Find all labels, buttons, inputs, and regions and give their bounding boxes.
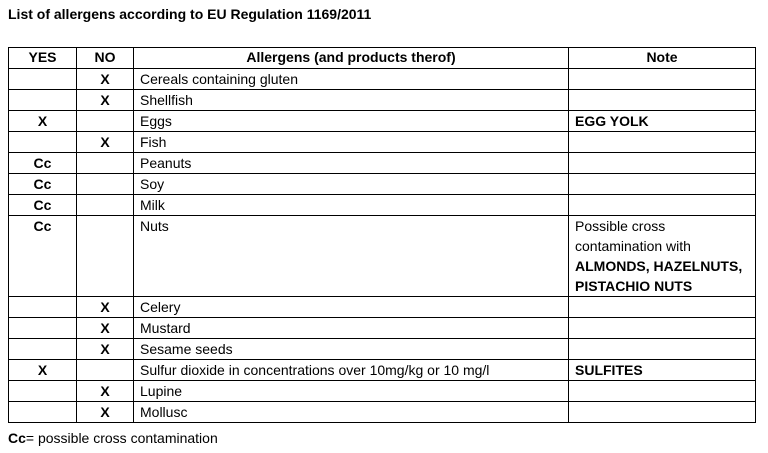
cell-allergen: Sulfur dioxide in concentrations over 10mg/kg or 10 mg/l [134,360,569,381]
cell-yes [9,339,77,360]
cell-yes [9,132,77,153]
cell-yes [9,381,77,402]
cell-note [569,69,756,90]
cell-yes [9,90,77,111]
cell-no [77,153,134,174]
cell-yes: X [9,360,77,381]
cell-yes: X [9,111,77,132]
note-line: EGG YOLK [575,113,649,129]
column-header-no: NO [77,48,134,69]
table-row [9,339,756,360]
table-row [9,153,756,174]
legend-text: = possible cross contamination [25,430,218,446]
cell-no [77,195,134,216]
cell-note [569,111,756,132]
cell-no: X [77,297,134,318]
cell-note [569,153,756,174]
cell-allergen: Nuts [134,216,569,297]
note-line: PISTACHIO NUTS [575,278,693,294]
cell-no: X [77,90,134,111]
table-row [9,318,756,339]
cell-yes [9,297,77,318]
cell-no [77,360,134,381]
cell-no: X [77,381,134,402]
table-row [9,381,756,402]
table-row [9,132,756,153]
cell-yes: Cc [9,153,77,174]
table-row [9,297,756,318]
table-row [9,174,756,195]
cell-no [77,216,134,297]
cell-note [569,381,756,402]
cell-no: X [77,402,134,423]
cell-note [569,318,756,339]
table-row [9,360,756,381]
cell-note [569,402,756,423]
table-header-row [9,48,756,69]
column-header-yes: YES [9,48,77,69]
cell-no: X [77,132,134,153]
cell-allergen: Sesame seeds [134,339,569,360]
note-line: ALMONDS, HAZELNUTS, [575,258,743,274]
table-row [9,195,756,216]
page-title: List of allergens according to EU Regulation 1169/2011 [8,6,372,22]
cell-allergen: Fish [134,132,569,153]
cell-no: X [77,339,134,360]
cell-allergen: Eggs [134,111,569,132]
cell-yes [9,402,77,423]
cell-allergen: Celery [134,297,569,318]
cell-yes: Cc [9,174,77,195]
cell-no: X [77,318,134,339]
legend-footnote [8,430,218,446]
cell-no [77,174,134,195]
cell-allergen: Shellfish [134,90,569,111]
cell-no: X [77,69,134,90]
note-line: SULFITES [575,362,643,378]
cell-allergen: Mustard [134,318,569,339]
allergen-table [8,47,756,423]
note-line: Possible cross [575,218,666,234]
cell-yes: Cc [9,216,77,297]
cell-allergen: Soy [134,174,569,195]
table-row [9,69,756,90]
cell-allergen: Mollusc [134,402,569,423]
cell-no [77,111,134,132]
table-row [9,216,756,297]
cell-yes: Cc [9,195,77,216]
cell-allergen: Peanuts [134,153,569,174]
table-row [9,111,756,132]
cell-note [569,195,756,216]
cell-yes [9,69,77,90]
cell-allergen: Cereals containing gluten [134,69,569,90]
table-row [9,402,756,423]
legend-key: Cc [8,430,26,446]
note-line: contamination with [575,238,691,254]
column-header-allergen: Allergens (and products therof) [134,48,569,69]
cell-yes [9,318,77,339]
cell-note [569,360,756,381]
cell-note [569,339,756,360]
cell-note [569,216,756,297]
cell-note [569,174,756,195]
cell-allergen: Lupine [134,381,569,402]
cell-note [569,90,756,111]
cell-note [569,132,756,153]
cell-note [569,297,756,318]
cell-allergen: Milk [134,195,569,216]
table-row [9,90,756,111]
column-header-note: Note [569,48,756,69]
